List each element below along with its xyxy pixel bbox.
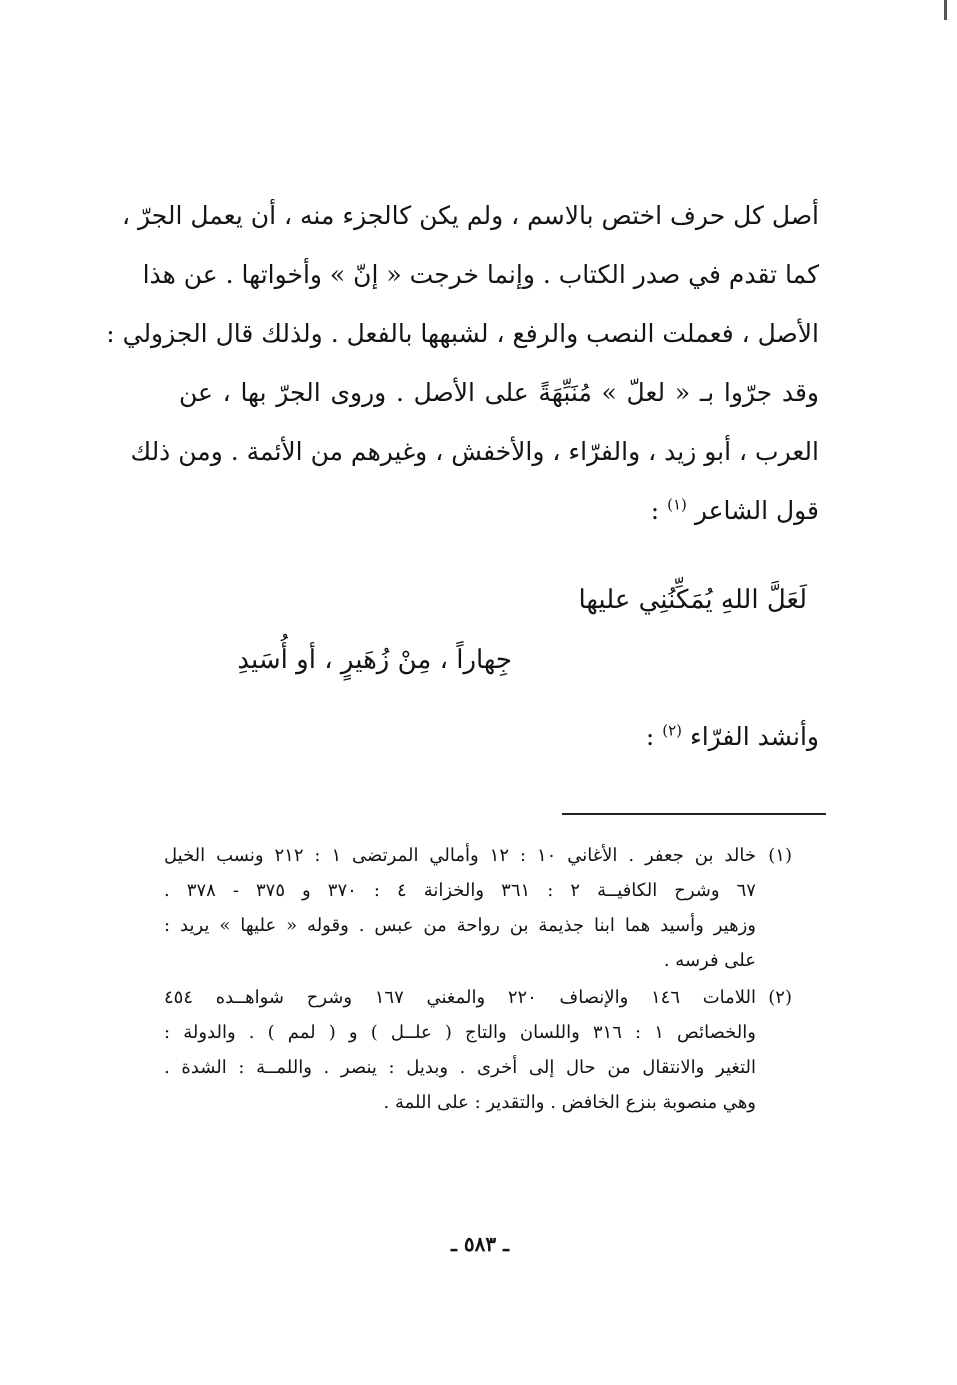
paragraph-line: الأصل ، فعملت النصب والرفع ، لشبهها بالفعل . ولذلك قال الجزولي : <box>106 319 819 348</box>
paragraph-line: أصل كل حرف اختص بالاسم ، ولم يكن كالجزء منه ، أن يعمل الجرّ ، <box>121 201 819 230</box>
second-quote-intro <box>646 722 819 751</box>
footnote-number: (١) <box>768 845 792 866</box>
footnote-line: وهي منصوبة بنزع الخافض . والتقدير : على اللمة . <box>383 1092 756 1113</box>
colon: : <box>650 496 668 525</box>
poet-intro-text: قول الشاعر <box>694 496 819 525</box>
footnote-separator <box>562 813 826 815</box>
footnote-number: (٢) <box>768 987 792 1008</box>
footnote-1 <box>164 838 792 978</box>
footnote-ref-2: (٢) <box>662 721 682 740</box>
paragraph-line: وقد جرّوا بـ « لعلّ » مُنَبِّهَةً على الأصل . وروى الجرّ بها ، عن <box>179 378 819 407</box>
colon: : <box>645 722 663 751</box>
footnote-line: خالد بن جعفر . الأغاني ١٠ : ١٢ وأمالي المرتضى ١ : ٢١٢ ونسب الخيل <box>164 845 756 866</box>
footnotes <box>164 838 792 1122</box>
footnote-line: على فرسه . <box>663 950 756 971</box>
footnote-line: والخصائص ١ : ٣١٦ واللسان والتاج ( علــل ) و ( لمم ) . والدولة : <box>164 1022 756 1043</box>
footnote-line: التغير والانتقال من حال إلى أخرى . وبديل : ينصر . واللمــة : الشدة . <box>164 1057 756 1078</box>
main-paragraph <box>106 186 819 540</box>
footnote-line: اللامات ١٤٦ والإنصاف ٢٢٠ والمغني ١٦٧ وشرح شواهــده ٤٥٤ <box>164 987 756 1008</box>
paragraph-line: كما تقدم في صدر الكتاب . وإنما خرجت « إنّ » وأخواتها . عن هذا <box>142 260 819 289</box>
second-intro-text: وأنشد الفرّاء <box>689 722 819 751</box>
paragraph-line: العرب ، أبو زيد ، والفرّاء ، والأخفش ، وغيرهم من الأئمة . ومن ذلك <box>130 437 819 466</box>
paragraph-line-last <box>179 481 819 540</box>
verse-line-1: لَعَلَّ اللهِ يُمَكِّنُنِي عليها <box>578 585 807 615</box>
footnote-line: وزهير وأسيد هما ابنا جذيمة بن رواحة من عبس . وقوله « عليها » يريد : <box>164 915 756 936</box>
verse-line-2: جِهاراً ، مِنْ زُهَيرٍ ، أو أُسَيدِ <box>237 645 512 675</box>
footnote-2 <box>164 980 792 1120</box>
page-number: ـ ٥٨٣ ـ <box>451 1232 509 1256</box>
footnote-line: ٦٧ وشرح الكافيــة ٢ : ٣٦١ والخزانة ٤ : ٣٧٠ و ٣٧٥ - ٣٧٨ . <box>164 880 756 901</box>
footnote-ref-1: (١) <box>667 495 687 514</box>
scan-edge-mark <box>944 0 947 20</box>
